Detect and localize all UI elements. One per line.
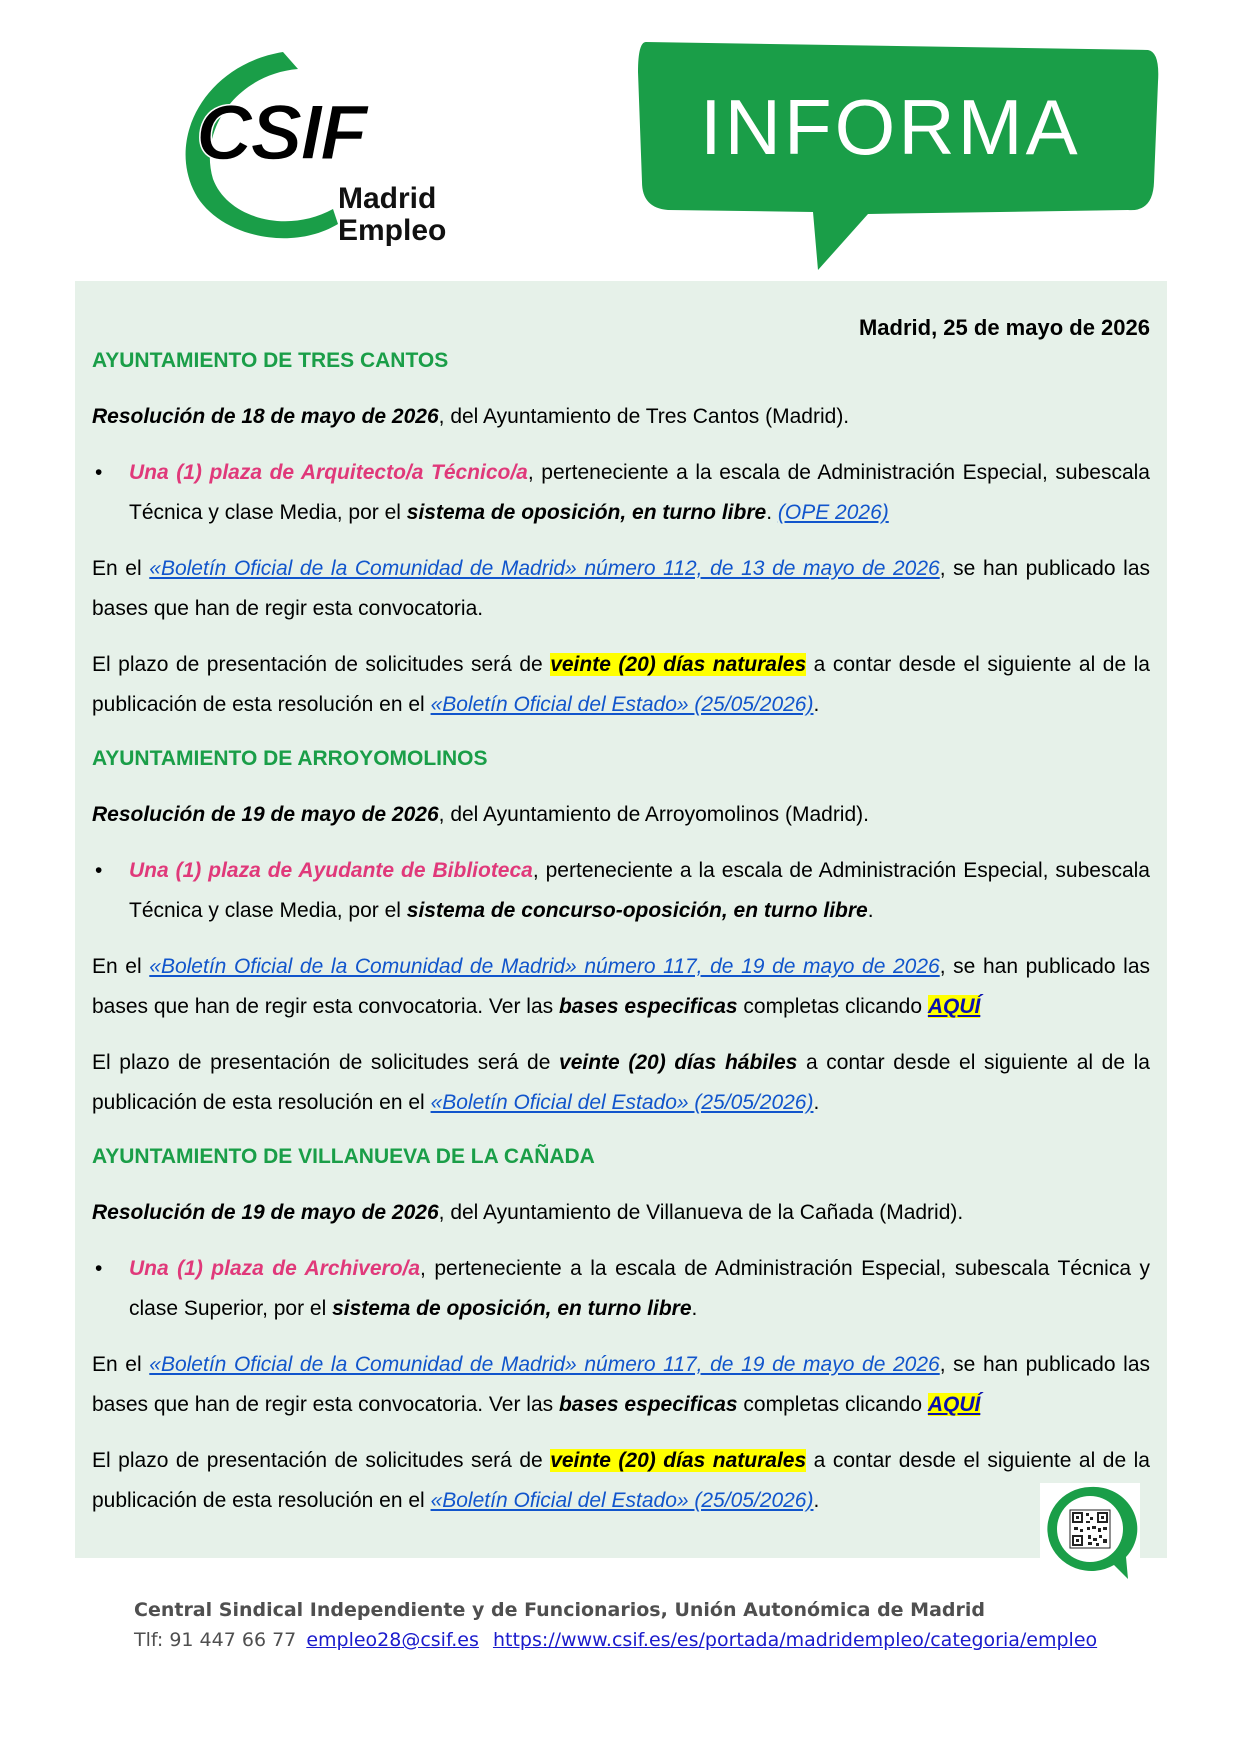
resolution-line bbox=[92, 397, 1150, 437]
resolution-text: , del Ayuntamiento de Villanueva de la Cañada (Madrid). bbox=[438, 1201, 964, 1224]
footer-phone: Tlf: 91 447 66 77 bbox=[134, 1629, 297, 1651]
section-heading: AYUNTAMIENTO DE VILLANUEVA DE LA CAÑADA bbox=[92, 1145, 595, 1168]
section-tres-cantos bbox=[92, 341, 1150, 725]
resolution-date: Resolución de 19 de mayo de 2026 bbox=[92, 803, 439, 826]
plazo-paragraph bbox=[92, 1441, 1150, 1521]
plazo-mid: a contar desde el siguiente al de la publicación de esta resolución en el bbox=[92, 1051, 1150, 1114]
boe-link[interactable]: «Boletín Oficial del Estado» (25/05/2026) bbox=[430, 1489, 814, 1512]
bocm-link[interactable]: «Boletín Oficial de la Comunidad de Madrid» número 112, de 13 de mayo de 2026 bbox=[149, 557, 940, 580]
bases-paragraph bbox=[92, 947, 1150, 1027]
svg-text:Empleo: Empleo bbox=[338, 214, 447, 247]
bullet-icon: • bbox=[95, 1257, 103, 1280]
resolution-date: Resolución de 18 de mayo de 2026 bbox=[92, 405, 439, 428]
bases-prefix: En el bbox=[92, 1353, 150, 1376]
svg-text:Madrid: Madrid bbox=[338, 182, 437, 215]
plazo-mid: a contar desde el siguiente al de la publicación de esta resolución en el bbox=[92, 1449, 1150, 1512]
bocm-link[interactable]: «Boletín Oficial de la Comunidad de Madrid» número 117, de 19 de mayo de 2026 bbox=[149, 955, 940, 978]
bullet-icon: • bbox=[95, 859, 103, 882]
footer-contact bbox=[134, 1625, 1097, 1655]
footer-org: Central Sindical Independiente y de Funcionarios, Unión Autonómica de Madrid bbox=[134, 1599, 985, 1621]
plaza-title: Una (1) plaza de Arquitecto/a Técnico/a bbox=[129, 461, 528, 484]
plaza-text-end: . bbox=[766, 501, 778, 524]
section-heading: AYUNTAMIENTO DE ARROYOMOLINOS bbox=[92, 747, 488, 770]
informa-banner bbox=[638, 42, 1160, 272]
plazo-prefix: El plazo de presentación de solicitudes será de bbox=[92, 1051, 560, 1074]
plaza-system: sistema de concurso-oposición, en turno libre bbox=[406, 899, 868, 922]
content-panel bbox=[75, 281, 1167, 1558]
bases-tail: completas clicando bbox=[737, 1393, 928, 1416]
plaza-text-end: . bbox=[691, 1297, 698, 1320]
plazo-end: . bbox=[813, 693, 820, 716]
plazo-days: veinte (20) días naturales bbox=[550, 1449, 807, 1472]
bullet-icon: • bbox=[95, 461, 103, 484]
qr-code-icon bbox=[1040, 1483, 1140, 1581]
bases-suffix: , se han publicado las bases que han de regir esta convocatoria. bbox=[92, 557, 1151, 620]
plaza-text: , perteneciente a la escala de Administración Especial, subescala Técnica y clase Media, por el bbox=[129, 859, 1150, 922]
plaza-title: Una (1) plaza de Archivero/a bbox=[129, 1257, 421, 1280]
bocm-link[interactable]: «Boletín Oficial de la Comunidad de Madrid» número 117, de 19 de mayo de 2026 bbox=[149, 1353, 940, 1376]
list-item bbox=[92, 453, 1150, 533]
svg-text:INFORMA: INFORMA bbox=[700, 83, 1081, 171]
plazo-prefix: El plazo de presentación de solicitudes será de bbox=[92, 653, 551, 676]
plaza-text-end: . bbox=[867, 899, 874, 922]
plazo-end: . bbox=[813, 1489, 820, 1512]
aqui-link[interactable]: AQUÍ bbox=[927, 1393, 981, 1416]
qr-code-badge[interactable] bbox=[1040, 1483, 1140, 1581]
boe-link[interactable]: «Boletín Oficial del Estado» (25/05/2026) bbox=[430, 693, 814, 716]
footer-url-link[interactable]: https://www.csif.es/es/portada/madridempleo/categoria/empleo bbox=[492, 1629, 1098, 1651]
plazo-paragraph bbox=[92, 645, 1150, 725]
plazo-days: veinte (20) días naturales bbox=[550, 653, 807, 676]
section-villanueva-de-la-canada bbox=[92, 1137, 1150, 1521]
plaza-text: , perteneciente a la escala de Administración Especial, subescala Técnica y clase Superior, por el bbox=[129, 1257, 1150, 1320]
aqui-link[interactable]: AQUÍ bbox=[927, 995, 981, 1018]
resolution-text: , del Ayuntamiento de Tres Cantos (Madrid). bbox=[438, 405, 850, 428]
footer-email-link[interactable]: empleo28@csif.es bbox=[306, 1629, 479, 1651]
bases-paragraph bbox=[92, 1345, 1150, 1425]
plaza-system: sistema de oposición, en turno libre bbox=[332, 1297, 692, 1320]
plazo-end: . bbox=[813, 1091, 820, 1114]
section-arroyomolinos bbox=[92, 739, 1150, 1123]
resolution-line bbox=[92, 1193, 1150, 1233]
bases-bold: bases especificas bbox=[558, 995, 738, 1018]
svg-text:CSIF: CSIF bbox=[196, 88, 366, 176]
bases-prefix: En el bbox=[92, 557, 150, 580]
plaza-text: , perteneciente a la escala de Administración Especial, subescala Técnica y clase Media, por el bbox=[129, 461, 1150, 524]
speech-bubble-icon bbox=[638, 42, 1160, 272]
plaza-system: sistema de oposición, en turno libre bbox=[406, 501, 767, 524]
bases-suffix: , se han publicado las bases que han de regir esta convocatoria. Ver las bbox=[92, 955, 1151, 1018]
resolution-text: , del Ayuntamiento de Arroyomolinos (Madrid). bbox=[438, 803, 869, 826]
document-date: Madrid, 25 de mayo de 2026 bbox=[858, 315, 1150, 340]
csif-madrid-empleo-logo bbox=[168, 44, 468, 254]
bases-bold: bases especificas bbox=[558, 1393, 738, 1416]
section-heading: AYUNTAMIENTO DE TRES CANTOS bbox=[92, 349, 449, 372]
plaza-title: Una (1) plaza de Ayudante de Biblioteca bbox=[129, 859, 533, 882]
resolution-date: Resolución de 19 de mayo de 2026 bbox=[92, 1201, 439, 1224]
list-item bbox=[92, 851, 1150, 931]
footer bbox=[134, 1595, 1097, 1655]
csif-c-logo-icon bbox=[168, 44, 468, 254]
list-item bbox=[92, 1249, 1150, 1329]
plazo-prefix: El plazo de presentación de solicitudes será de bbox=[92, 1449, 551, 1472]
bases-suffix: , se han publicado las bases que han de regir esta convocatoria. Ver las bbox=[92, 1353, 1151, 1416]
boe-link[interactable]: «Boletín Oficial del Estado» (25/05/2026) bbox=[430, 1091, 814, 1114]
ope-link[interactable]: (OPE 2026) bbox=[777, 501, 889, 524]
bases-prefix: En el bbox=[92, 955, 150, 978]
resolution-line bbox=[92, 795, 1150, 835]
plazo-mid: a contar desde el siguiente al de la publicación de esta resolución en el bbox=[92, 653, 1150, 716]
plazo-paragraph bbox=[92, 1043, 1150, 1123]
bases-paragraph bbox=[92, 549, 1150, 629]
bases-tail: completas clicando bbox=[737, 995, 928, 1018]
plazo-days: veinte (20) días hábiles bbox=[559, 1051, 798, 1074]
